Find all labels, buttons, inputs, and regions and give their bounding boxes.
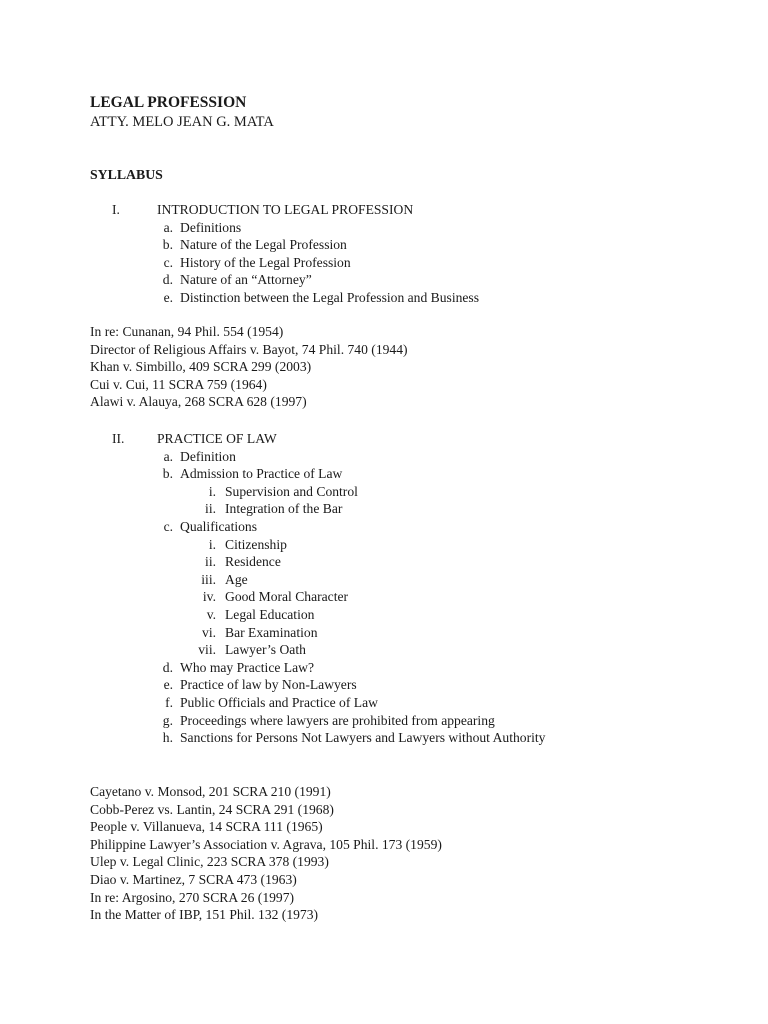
item-letter: d.: [162, 659, 173, 675]
item-letter: b.: [162, 237, 173, 253]
sub-text: Citizenship: [225, 536, 287, 552]
item-text: Nature of the Legal Profession: [180, 237, 347, 253]
case-text: In re: Cunanan, 94 Phil. 554 (1954): [90, 324, 284, 339]
sub-numeral: i.: [208, 483, 216, 499]
case-text: Alawi v. Alauya, 268 SCRA 628 (1997): [90, 394, 307, 410]
case-text: Philippine Lawyer’s Association v. Agrava, 105 Phil. 173 (1959): [90, 836, 442, 852]
sub-numeral: iii.: [201, 571, 216, 587]
item-letter: c.: [163, 518, 173, 534]
case-text: Cui v. Cui, 11 SCRA 759 (1964): [90, 376, 267, 392]
item-text: Sanctions for Persons Not Lawyers and Lawyers without Authority: [180, 730, 546, 746]
item-letter: b.: [162, 466, 173, 482]
item-letter: c.: [163, 254, 173, 270]
item-text: Qualifications: [180, 518, 258, 534]
case-text: Cayetano v. Monsod, 201 SCRA 210 (1991): [90, 784, 331, 799]
sub-text: Good Moral Character: [225, 589, 349, 605]
item-letter: a.: [163, 219, 173, 235]
sub-text: Lawyer’s Oath: [225, 642, 306, 658]
sub-text: Legal Education: [225, 606, 315, 622]
document-author: ATTY. MELO JEAN G. MATA: [90, 114, 274, 130]
sub-text: Residence: [225, 554, 281, 570]
case-text: Cobb-Perez vs. Lantin, 24 SCRA 291 (1968): [90, 801, 334, 817]
item-text: Admission to Practice of Law: [180, 466, 343, 482]
sub-numeral: iv.: [202, 589, 216, 605]
item-letter: g.: [162, 712, 173, 728]
section-title: PRACTICE OF LAW: [157, 431, 277, 446]
item-letter: f.: [165, 694, 173, 710]
item-text: Nature of an “Attorney”: [180, 272, 312, 288]
item-letter: a.: [163, 448, 173, 464]
sub-text: Supervision and Control: [225, 483, 358, 499]
sub-numeral: i.: [208, 536, 216, 552]
sub-numeral: vi.: [202, 624, 216, 640]
item-text: Public Officials and Practice of Law: [180, 694, 378, 710]
syllabus-heading: SYLLABUS: [90, 167, 163, 182]
case-text: Ulep v. Legal Clinic, 223 SCRA 378 (1993): [90, 854, 329, 870]
item-text: Definitions: [180, 219, 242, 235]
case-text: In re: Argosino, 270 SCRA 26 (1997): [90, 889, 295, 905]
item-text: Who may Practice Law?: [180, 659, 314, 675]
item-text: Distinction between the Legal Profession and Business: [180, 289, 480, 305]
sub-text: Integration of the Bar: [225, 501, 343, 517]
item-letter: h.: [162, 730, 173, 746]
section-numeral: II.: [112, 431, 125, 446]
document-title: LEGAL PROFESSION: [90, 94, 247, 111]
sub-text: Age: [225, 571, 248, 587]
sub-numeral: v.: [206, 606, 216, 622]
section-title: INTRODUCTION TO LEGAL PROFESSION: [157, 202, 414, 217]
section-numeral: I.: [112, 202, 120, 217]
item-text: Practice of law by Non-Lawyers: [180, 677, 357, 693]
sub-numeral: vii.: [198, 642, 216, 658]
item-text: History of the Legal Profession: [180, 254, 351, 270]
item-letter: e.: [163, 677, 173, 693]
item-letter: d.: [162, 272, 173, 288]
sub-numeral: ii.: [205, 501, 216, 517]
case-text: In the Matter of IBP, 151 Phil. 132 (1973): [90, 907, 319, 923]
case-text: People v. Villanueva, 14 SCRA 111 (1965): [90, 819, 323, 835]
case-text: Diao v. Martinez, 7 SCRA 473 (1963): [90, 871, 297, 887]
sub-text: Bar Examination: [225, 624, 318, 640]
item-text: Proceedings where lawyers are prohibited from appearing: [180, 712, 495, 728]
item-letter: e.: [163, 289, 173, 305]
item-text: Definition: [180, 448, 236, 464]
sub-numeral: ii.: [205, 554, 216, 570]
case-text: Director of Religious Affairs v. Bayot, 74 Phil. 740 (1944): [90, 341, 408, 357]
case-text: Khan v. Simbillo, 409 SCRA 299 (2003): [90, 359, 312, 375]
